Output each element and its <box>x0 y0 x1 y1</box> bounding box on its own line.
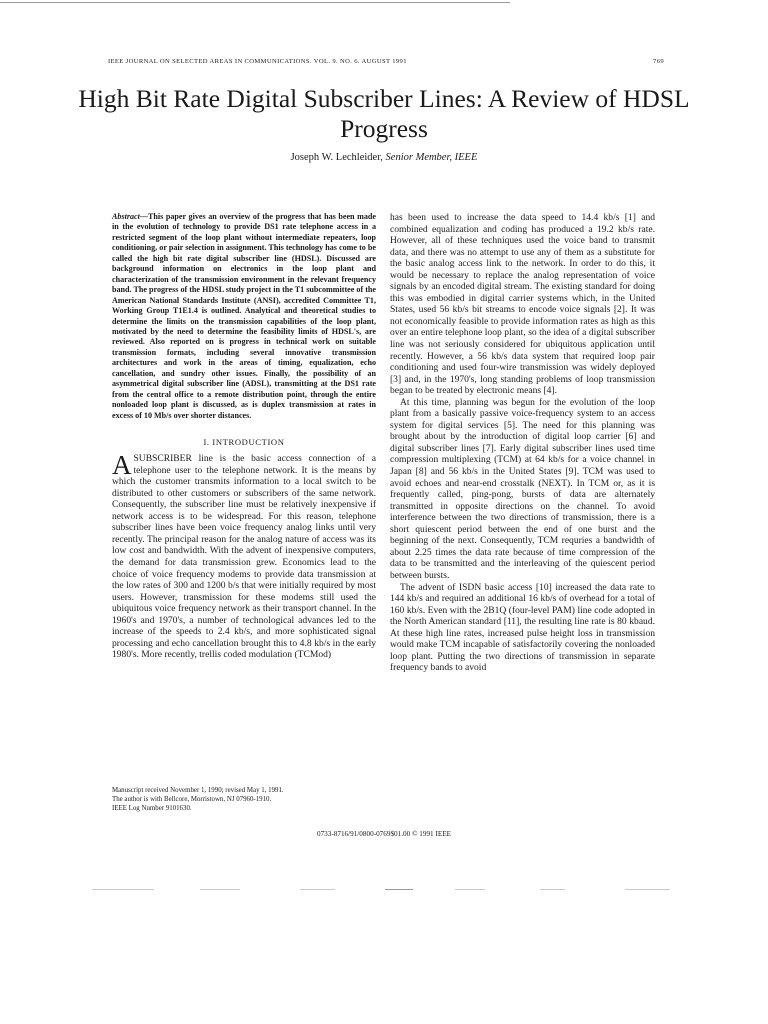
author-line <box>60 152 708 163</box>
drop-cap: A <box>112 450 132 481</box>
scan-artifacts <box>0 885 768 899</box>
intro-paragraph-1 <box>112 450 376 661</box>
footnote-log-number: IEEE Log Number 9101630. <box>112 805 192 812</box>
abstract-text: This paper gives an overview of the progress that has been made in the evolution of technology to provide DS1 rate telephone access in a restricted segment of the loop plant without intermediate repeaters, loop conditioning, or pair selection in assignment. This technology has come to be called the high bit rate digital subscriber line (HDSL). Discussed are background information on electronics in the loop plant and characterization of the transmission environment in the relevant frequency band. The progress of the HDSL study project in the T1 subcommittee of the American National Standards Institute (ANSI), accredited Committee T1, Working Group T1E1.4 is outlined. Analytical and theoretical studies to determine the limits on the transmission capabilities of the loop plant, motivated by the need to determine the feasibility limits of HDSL's, are reviewed. Also reported on is progress in technical work on suitable transmission formats, including several innovative transmission architectures and work in the areas of timing, equalization, echo cancellation, and sundry other issues. Finally, the possibility of an asymmetrical digital subscriber line (ADSL), transmitting at the DS1 rate from the central office to a remote distribution point, through the entire nonloaded loop plant is discussed, as is duplex transmission at rates in excess of 10 Mb/s over shorter distances. <box>112 212 376 420</box>
section-heading-introduction: I. INTRODUCTION <box>203 437 285 448</box>
left-column <box>112 212 376 661</box>
scan-top-edge <box>0 2 510 3</box>
intro-paragraph-1-text: SUBSCRIBER line is the basic access connection of a telephone user to the telephone network. It is the means by which the customer transmits information to a local switch to be distributed to other customers or subscribers of the same network. Consequently, the subscriber line must be relatively inexpensive if network access is to be widespread. For this reason, telephone subscriber lines have been voice frequency analog links until very recently. The principal reason for the analog nature of access was its low cost and bandwidth. With the advent of inexpensive computers, the demand for data transmission grew. Economics lead to the choice of voice frequency modems to provide data transmission at the low rates of 300 and 1200 b/s that were initially required by most users. However, transmission for these modems still used the ubiquitous voice frequency network as their transport channel. In the 1960's and 1970's, a number of technological advances led to the increase of the speeds to 2.4 kb/s, and more sophisticated signal processing and echo cancellation brought this to 4.8 kb/s in the early 1980's. More recently, trellis coded modulation (TCMod) <box>112 453 376 661</box>
abstract <box>112 212 376 421</box>
scan-mark <box>92 889 154 890</box>
scan-mark <box>300 889 335 890</box>
copyright-line: 0733-8716/91/0800-0769$01.00 © 1991 IEEE <box>316 830 452 838</box>
page-number: 769 <box>653 58 664 65</box>
journal-name: IEEE JOURNAL ON SELECTED AREAS IN COMMUNICATIONS. VOL. 9. NO. 6. AUGUST 1991 <box>108 58 407 65</box>
scan-mark <box>200 889 240 890</box>
right-column <box>390 212 655 674</box>
footnote-manuscript: Manuscript received November 1, 1990; revised May 1, 1991. <box>112 787 284 794</box>
right-paragraph-1: has been used to increase the data speed to 14.4 kb/s [1] and combined equalization and coding has produced a 19.2 kb/s rate. However, all of these techniques used the voice band to transmit data, and there was no attempt to use any of them as a substitute for the basic analog access link to the network. In order to do this, it would be necessary to replace the analog representation of voice signals by an encoded digital stream. The existing standard for doing this was embodied in digital carrier systems which, in the United States, used 56 kb/s bit streams to encode voice signals [2]. It was not economically feasible to provide information rates as high as this over an entire telephone loop plant, so the idea of a digital subscriber line was not seriously considered for ubiquitous application until recently. However, a 56 kb/s data system that required loop pair conditioning and used four-wire transmission was widely deployed [3] and, in the 1970's, long standing problems of loop transmission began to be treated by electronic means [4]. <box>390 212 655 397</box>
right-paragraph-3: The advent of ISDN basic access [10] increased the data rate to 144 kb/s and required an additional 16 kb/s of overhead for a total of 160 kb/s. Even with the 2B1Q (four-level PAM) line code adopted in the North American standard [11], the resulting line rate is 80 kbaud. At these high line rates, increased pulse height loss in transmission would make TCM incapable of satisfactorily covering the nonloaded loop plant. Putting the two directions of transmission in separate frequency bands to avoid <box>390 581 655 674</box>
abstract-label: Abstract— <box>112 212 148 221</box>
footnote-affiliation: The author is with Bellcore, Morristown, NJ 07960-1910. <box>112 796 272 803</box>
scan-mark <box>540 889 565 890</box>
scan-mark <box>455 889 485 890</box>
paper-title: High Bit Rate Digital Subscriber Lines: A Review of HDSL Progress <box>78 84 690 143</box>
author-role: Senior Member, IEEE <box>385 152 478 163</box>
scan-mark <box>625 889 670 890</box>
running-head <box>108 58 664 70</box>
author-name: Joseph W. Lechleider, <box>290 152 383 163</box>
right-paragraph-2: At this time, planning was begun for the evolution of the loop plant from a basically passive voice-frequency system to an access system for digital services [5]. The need for this planning was brought about by the introduction of digital loop carrier [6] and digital subscriber lines [7]. Early digital subscriber lines used time compression multiplexing (TCM) at 64 kb/s for a voice channel in Japan [8] and 56 kb/s in the United States [9]. TCM was used to avoid echoes and near-end crosstalk (NEXT). In TCM or, as it is frequently called, ping-pong, bursts of data are alternately transmitted in opposite directions on the channel. To avoid interference between the two directions of transmission, there is a short quiescent period between the end of one burst and the beginning of the next. Consequently, TCM requries a bandwidth of about 2.25 times the data rate because of time compression of the data to be transmitted and the interleaving of the quiescent period between bursts. <box>390 396 655 581</box>
scan-mark <box>385 889 413 890</box>
footnote <box>112 786 376 813</box>
